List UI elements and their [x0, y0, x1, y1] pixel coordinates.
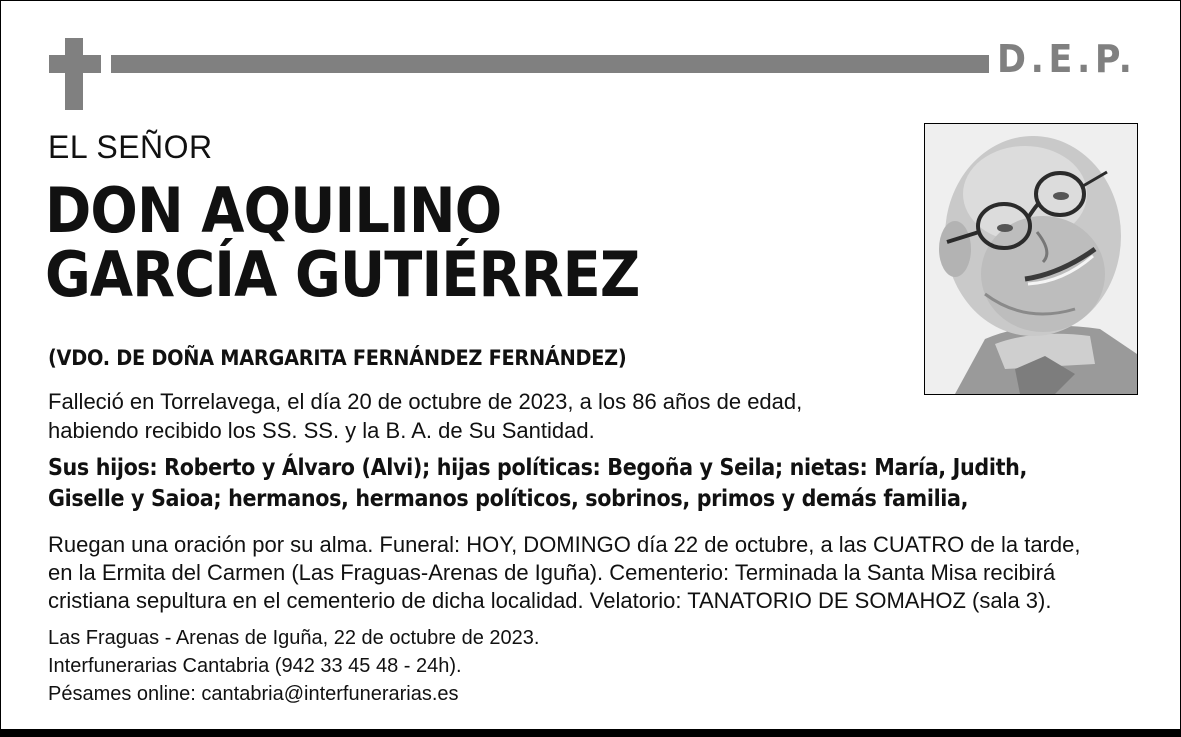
family-list — [48, 453, 1027, 515]
funeral-line: cristiana sepultura en el cementerio de dicha localidad. Velatorio: TANATORIO DE SOMAHOZ (sala 3). — [48, 588, 1052, 613]
death-details — [48, 387, 802, 445]
widower-note: (VDO. DE DOÑA MARGARITA FERNÁNDEZ FERNÁNDEZ) — [48, 346, 627, 370]
funeral-line: Ruegan una oración por su alma. Funeral: HOY, DOMINGO día 22 de octubre, a las CUATRO de la tarde, — [48, 532, 1081, 557]
name-line-1: DON AQUILINO — [45, 174, 502, 247]
funeral-home-contact: Interfunerarias Cantabria (942 33 45 48 - 24h). — [48, 655, 462, 677]
condolences-online: Pésames online: cantabria@interfunerarias.es — [48, 683, 459, 705]
honorific: EL SEÑOR — [48, 129, 213, 165]
funeral-details — [48, 531, 1080, 615]
funeral-line: en la Ermita del Carmen (Las Fraguas-Arenas de Iguña). Cementerio: Terminada la Santa Misa recibirá — [48, 560, 1056, 585]
portrait-illustration — [925, 124, 1137, 394]
bottom-border — [1, 729, 1180, 736]
deceased-name — [45, 174, 640, 311]
death-line: Falleció en Torrelavega, el día 20 de octubre de 2023, a los 86 años de edad, — [48, 389, 803, 414]
family-line: Giselle y Saioa; hermanos, hermanos políticos, sobrinos, primos y demás familia, — [48, 486, 969, 512]
place-date: Las Fraguas - Arenas de Iguña, 22 de octubre de 2023. — [48, 627, 540, 649]
death-line: habiendo recibido los SS. SS. y la B. A. de Su Santidad. — [48, 418, 595, 443]
footer-info — [48, 624, 539, 708]
header-rule — [111, 55, 989, 73]
dep-label: D.E.P. — [997, 37, 1137, 81]
name-line-2: GARCÍA GUTIÉRREZ — [45, 238, 640, 311]
portrait-photo — [924, 123, 1138, 395]
cross-icon — [49, 38, 101, 110]
family-line: Sus hijos: Roberto y Álvaro (Alvi); hijas políticas: Begoña y Seila; nietas: María, Judith, — [48, 455, 1027, 481]
